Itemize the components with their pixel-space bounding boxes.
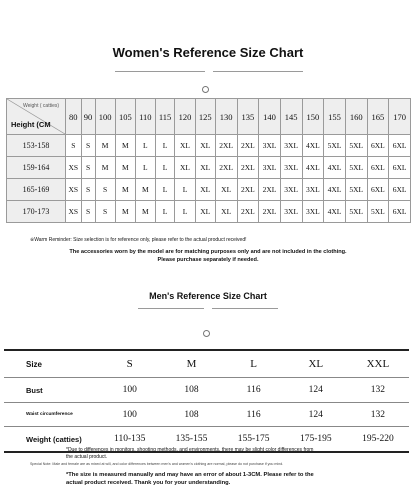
weight-header: 120: [175, 99, 195, 135]
corner-cell: [7, 99, 66, 135]
weight-row-cell: 155-175: [223, 427, 285, 453]
height-range: 159-164: [7, 157, 66, 179]
divider: [138, 308, 204, 309]
bust-row-cell: 116: [223, 378, 285, 403]
divider: [212, 308, 278, 309]
women-size-table: [6, 98, 411, 223]
bust-row-cell: 108: [160, 378, 222, 403]
size-cell: 6XL: [367, 157, 389, 179]
weight-row-cell: 175-195: [285, 427, 347, 453]
weight-header: 105: [115, 99, 135, 135]
weight-axis-label: Weight ( catties): [23, 103, 60, 109]
waist-row-cell: 116: [223, 403, 285, 427]
size-row-cell: M: [160, 350, 222, 378]
weight-row-label: Weight (catties): [4, 427, 99, 453]
divider: [213, 71, 303, 72]
weight-header: 155: [324, 99, 346, 135]
size-cell: 6XL: [389, 201, 411, 223]
waist-row-cell: 124: [285, 403, 347, 427]
women-size-row: [7, 201, 411, 223]
men-chart-title: Men's Reference Size Chart: [149, 291, 267, 301]
size-cell: S: [66, 135, 82, 157]
size-cell: L: [155, 179, 175, 201]
size-cell: 2XL: [237, 201, 259, 223]
size-row-cell: XXL: [347, 350, 409, 378]
size-cell: 3XL: [259, 157, 281, 179]
height-range: 165-169: [7, 179, 66, 201]
size-cell: 6XL: [367, 135, 389, 157]
size-cell: 5XL: [345, 201, 367, 223]
size-cell: L: [135, 157, 155, 179]
waist-row-cell: 108: [160, 403, 222, 427]
size-cell: 3XL: [280, 157, 302, 179]
bust-row-cell: 124: [285, 378, 347, 403]
waist-row-cell: 132: [347, 403, 409, 427]
accessories-note-line: Please purchase separately if needed.: [157, 257, 259, 263]
size-cell: S: [81, 179, 95, 201]
size-cell: 3XL: [280, 201, 302, 223]
size-cell: 2XL: [237, 135, 259, 157]
weight-header: 80: [66, 99, 82, 135]
circle-ornament: [203, 330, 210, 337]
measurement-note: *The size is measured manually and may have an error of about 1-3CM. Please refer to the actual product received. Thank you for your understanding.: [66, 472, 314, 486]
size-row: [4, 350, 409, 378]
size-cell: XL: [195, 157, 215, 179]
size-cell: 5XL: [367, 201, 389, 223]
size-cell: M: [95, 135, 115, 157]
size-cell: 3XL: [259, 135, 281, 157]
warm-reminder: ※Warm Reminder: Size selection is for reference only, please refer to the actual product received!: [30, 237, 247, 243]
waist-row-label: Waist circumference: [4, 403, 99, 427]
size-cell: M: [115, 179, 135, 201]
size-cell: XL: [175, 135, 195, 157]
size-cell: 4XL: [324, 157, 346, 179]
size-cell: S: [95, 179, 115, 201]
size-cell: 3XL: [302, 201, 324, 223]
size-cell: XL: [215, 179, 237, 201]
size-cell: 2XL: [259, 179, 281, 201]
size-cell: 3XL: [280, 179, 302, 201]
size-cell: M: [115, 201, 135, 223]
women-size-row: [7, 135, 411, 157]
weight-header: 90: [81, 99, 95, 135]
weight-row-cell: 135-155: [160, 427, 222, 453]
size-row-cell: XL: [285, 350, 347, 378]
size-cell: 5XL: [345, 157, 367, 179]
size-row-cell: L: [223, 350, 285, 378]
weight-header: 160: [345, 99, 367, 135]
size-cell: L: [175, 201, 195, 223]
weight-header: 170: [389, 99, 411, 135]
bust-row-label: Bust: [4, 378, 99, 403]
bust-row: [4, 378, 409, 403]
bust-row-cell: 132: [347, 378, 409, 403]
size-cell: M: [135, 179, 155, 201]
waist-row-cell: 100: [99, 403, 160, 427]
size-cell: M: [135, 201, 155, 223]
size-cell: 6XL: [389, 135, 411, 157]
weight-header: 140: [259, 99, 281, 135]
size-cell: XL: [195, 135, 215, 157]
size-cell: 2XL: [215, 157, 237, 179]
weight-header: 100: [95, 99, 115, 135]
size-cell: XS: [66, 201, 82, 223]
size-cell: XS: [66, 179, 82, 201]
special-note: Special Note: Male and female are as mixed at will, and color differences between men's and women's clothing are normal, please do not purchase if you mind.: [30, 462, 284, 466]
women-header-row: [7, 99, 411, 135]
height-axis-label: Height (CM: [11, 120, 51, 129]
size-cell: 2XL: [237, 157, 259, 179]
divider: [115, 71, 205, 72]
men-size-table: [4, 349, 409, 453]
size-cell: XL: [195, 179, 215, 201]
women-size-row: [7, 179, 411, 201]
size-cell: L: [155, 201, 175, 223]
size-cell: L: [135, 135, 155, 157]
size-cell: M: [95, 157, 115, 179]
size-cell: 5XL: [324, 135, 346, 157]
size-cell: M: [115, 157, 135, 179]
circle-ornament: [202, 86, 209, 93]
weight-header: 115: [155, 99, 175, 135]
size-cell: M: [115, 135, 135, 157]
size-cell: L: [175, 179, 195, 201]
size-cell: 4XL: [324, 179, 346, 201]
color-difference-note: *Due to differences in monitors, shooting methods, and environments, there may be slight color differences from the actual product.: [66, 447, 314, 460]
size-cell: 5XL: [345, 179, 367, 201]
size-cell: 3XL: [280, 135, 302, 157]
weight-row-cell: 195-220: [347, 427, 409, 453]
size-cell: 2XL: [215, 135, 237, 157]
size-cell: XS: [66, 157, 82, 179]
weight-row-cell: 110-135: [99, 427, 160, 453]
size-cell: S: [95, 201, 115, 223]
size-cell: XL: [215, 201, 237, 223]
size-row-cell: S: [99, 350, 160, 378]
bust-row-cell: 100: [99, 378, 160, 403]
accessories-note: [0, 248, 416, 264]
size-cell: 6XL: [367, 179, 389, 201]
weight-header: 145: [280, 99, 302, 135]
size-cell: 6XL: [389, 179, 411, 201]
size-cell: 4XL: [324, 201, 346, 223]
size-cell: 3XL: [302, 179, 324, 201]
weight-header: 165: [367, 99, 389, 135]
height-range: 153-158: [7, 135, 66, 157]
size-cell: 6XL: [389, 157, 411, 179]
weight-header: 130: [215, 99, 237, 135]
height-range: 170-173: [7, 201, 66, 223]
weight-header: 110: [135, 99, 155, 135]
size-cell: S: [81, 157, 95, 179]
size-cell: 4XL: [302, 157, 324, 179]
size-cell: S: [81, 135, 95, 157]
weight-header: 150: [302, 99, 324, 135]
size-cell: 2XL: [237, 179, 259, 201]
weight-header: 125: [195, 99, 215, 135]
size-cell: 5XL: [345, 135, 367, 157]
weight-header: 135: [237, 99, 259, 135]
women-size-row: [7, 157, 411, 179]
waist-row: [4, 403, 409, 427]
size-cell: XL: [195, 201, 215, 223]
women-chart-title: Women's Reference Size Chart: [112, 45, 304, 60]
size-row-label: Size: [4, 350, 99, 378]
size-cell: 2XL: [259, 201, 281, 223]
size-cell: S: [81, 201, 95, 223]
size-cell: L: [155, 135, 175, 157]
accessories-note-line: The accessories worn by the model are for matching purposes only and are not included in the clothing.: [69, 249, 347, 255]
size-cell: 4XL: [302, 135, 324, 157]
size-cell: XL: [175, 157, 195, 179]
size-cell: L: [155, 157, 175, 179]
